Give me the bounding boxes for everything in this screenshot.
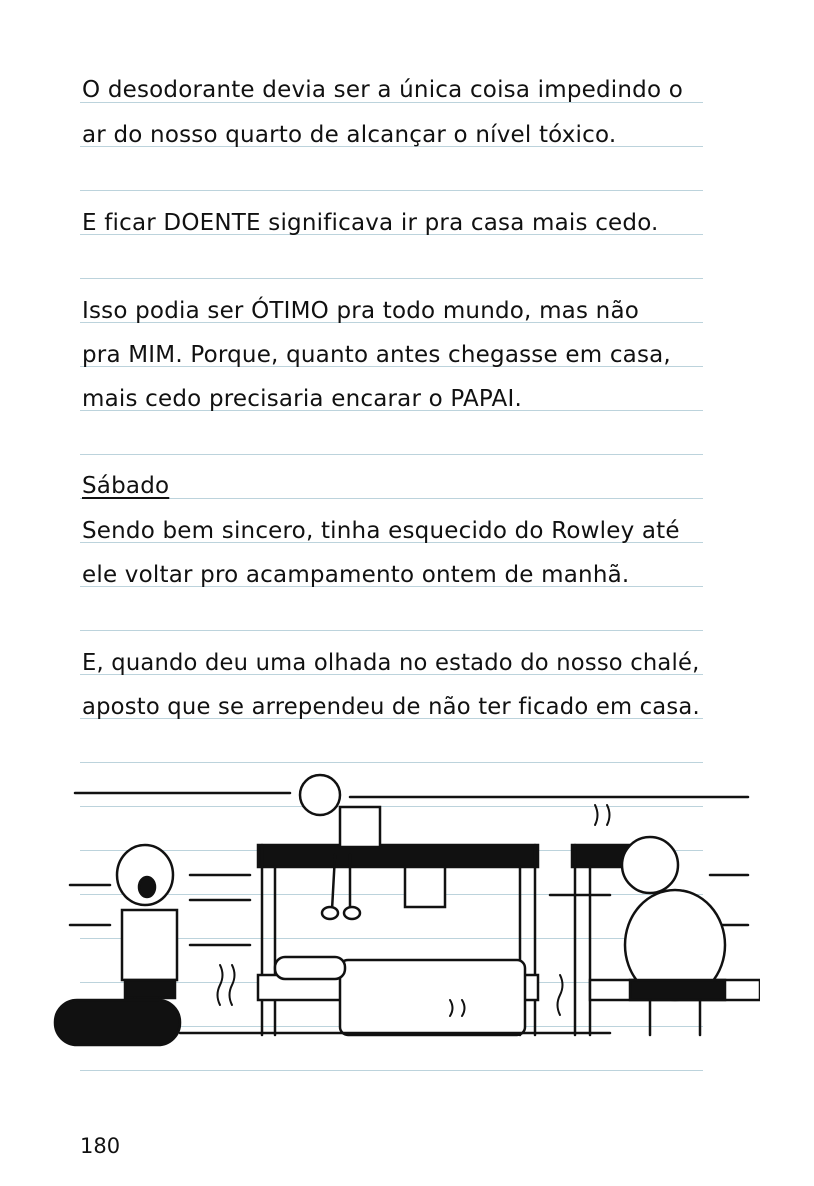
text-line: aposto que se arrependeu de não ter ficado em casa. [82, 694, 700, 720]
text-line: O desodorante devia ser a única coisa impedindo o [82, 77, 684, 103]
rowley-character [55, 845, 180, 1045]
text-line: Sendo bem sincero, tinha esquecido do Rowley até [82, 518, 680, 544]
page-number: 180 [80, 1134, 121, 1158]
ruled-line [80, 498, 703, 499]
text-line: E, quando deu uma olhada no estado do nosso chalé, [82, 650, 700, 676]
section-heading: Sábado [82, 473, 170, 499]
text-line: pra MIM. Porque, quanto antes chegasse em casa, [82, 342, 671, 368]
text-line: Isso podia ser ÓTIMO pra todo mundo, mas não [82, 298, 640, 324]
text-line: ele voltar pro acampamento ontem de manhã. [82, 562, 630, 588]
text-line: mais cedo precisaria encarar o PAPAI. [82, 386, 522, 412]
ruled-line [80, 190, 703, 191]
bunk-bed [258, 845, 538, 1035]
ruled-line [80, 630, 703, 631]
ruled-line [80, 278, 703, 279]
text-line: ar do nosso quarto de alcançar o nível tóxico. [82, 122, 617, 148]
cabin-illustration [50, 745, 760, 1065]
ruled-line [80, 1070, 703, 1071]
ruled-line [80, 454, 703, 455]
fat-kid-character [622, 837, 725, 1035]
text-line: E ficar DOENTE significava ir pra casa mais cedo. [82, 210, 659, 236]
